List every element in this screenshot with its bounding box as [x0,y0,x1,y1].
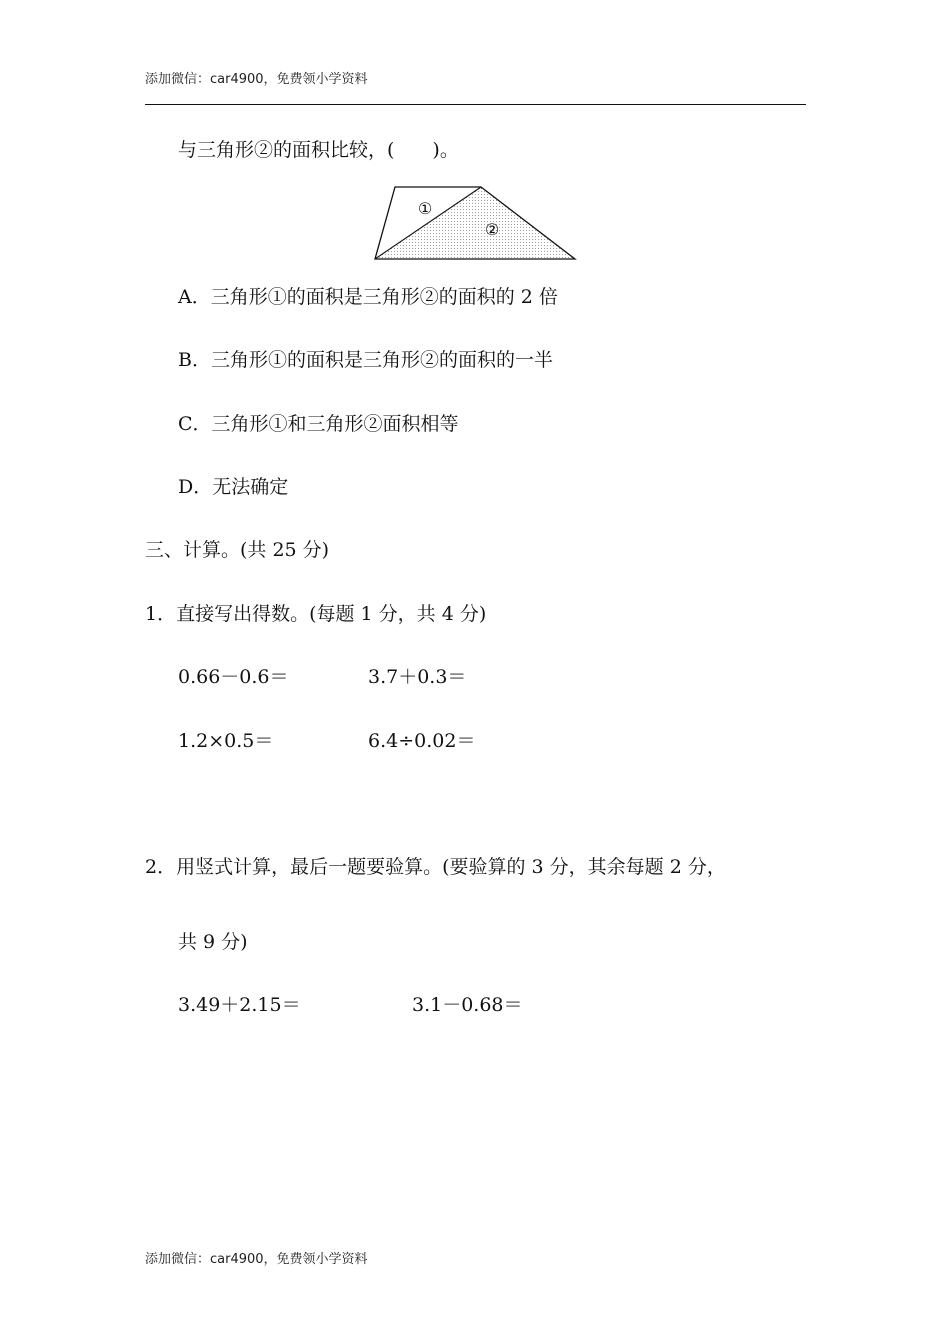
option-d: D．无法确定 [178,476,289,498]
q1-item-1: 0.66－0.6＝ [178,666,289,688]
header-text: 添加微信：car4900，免费领小学资料 [145,72,368,87]
triangle-2-shaded [375,187,575,259]
q1-item-2: 3.7＋0.3＝ [368,666,467,688]
q1-title: 1．直接写出得数。(每题 1 分，共 4 分) [145,603,487,625]
option-c: C．三角形①和三角形②面积相等 [178,413,459,435]
triangle-2-label: ② [484,220,500,239]
question-stem: 与三角形②的面积比较，( )。 [178,139,459,161]
header-rule [145,104,806,105]
footer-text: 添加微信：car4900，免费领小学资料 [145,1252,368,1267]
q2-title-line1: 2．用竖式计算，最后一题要验算。(要验算的 3 分，其余每题 2 分， [145,856,726,878]
section-title: 三、计算。(共 25 分) [145,539,330,561]
q1-item-3: 1.2×0.5＝ [178,730,274,752]
option-a: A．三角形①的面积是三角形②的面积的 2 倍 [178,286,558,308]
q2-item-1: 3.49＋2.15＝ [178,994,301,1016]
q2-item-2: 3.1－0.68＝ [412,994,523,1016]
q2-title-line2: 共 9 分) [178,931,248,953]
q1-item-4: 6.4÷0.02＝ [368,730,476,752]
trapezoid-figure [372,184,578,266]
option-b: B．三角形①的面积是三角形②的面积的一半 [178,349,553,371]
triangle-1-label: ① [417,199,433,218]
